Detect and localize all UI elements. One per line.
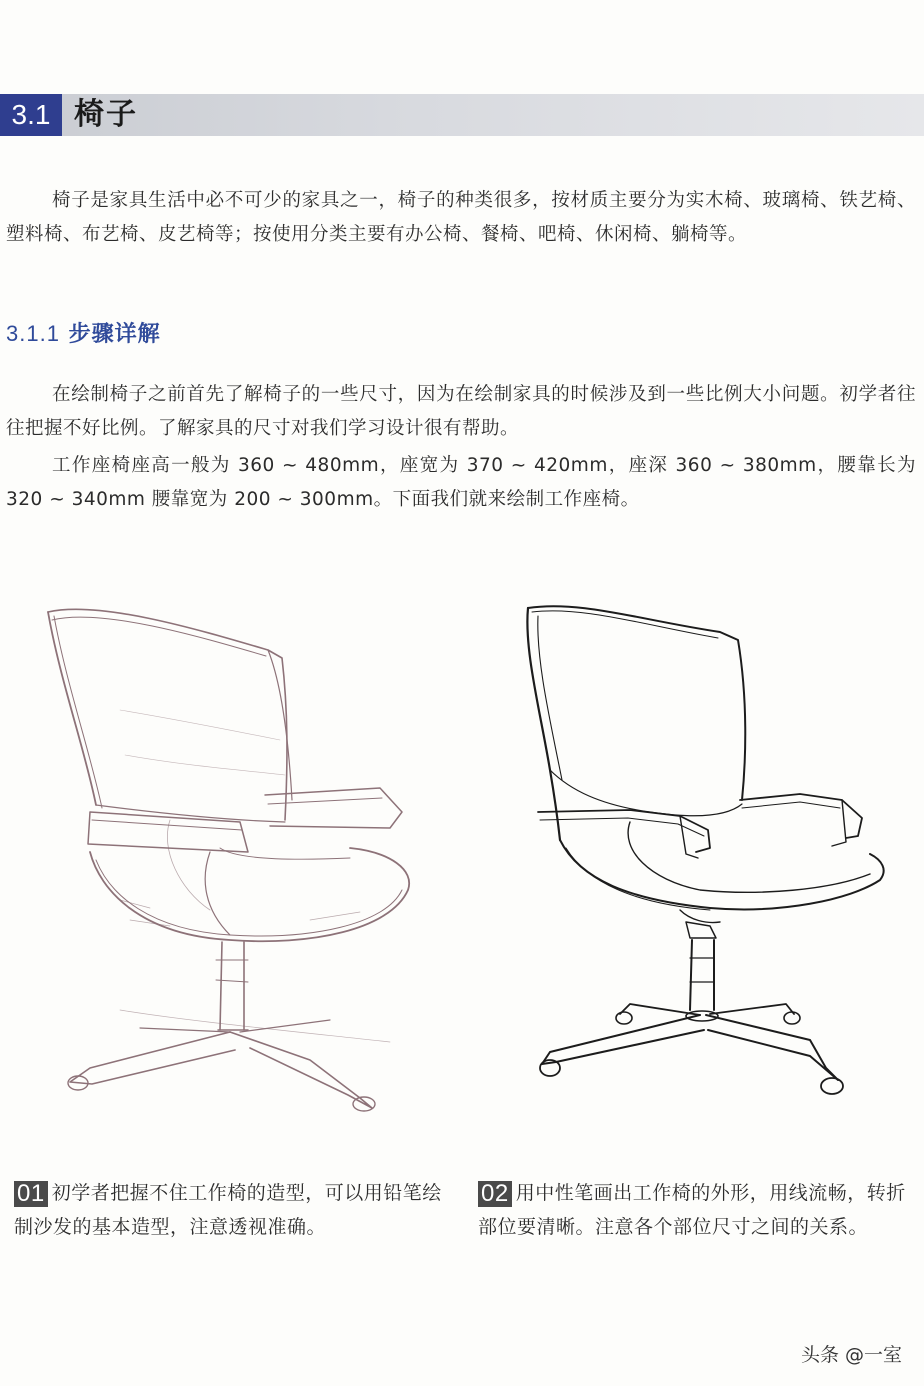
section-title: 椅子: [74, 97, 138, 132]
subsection-title: 步骤详解: [68, 322, 161, 347]
watermark: 头条 @一室: [800, 1344, 902, 1366]
step-badge-1: 01: [14, 1181, 48, 1207]
intro-paragraph: 椅子是家具生活中必不可少的家具之一，椅子的种类很多，按材质主要分为实木椅、玻璃椅、铁艺椅、塑料椅、布艺椅、皮艺椅等；按使用分类主要有办公椅、餐椅、吧椅、休闲椅、躺椅等。: [6, 190, 916, 245]
pencil-chair-sketch: [30, 590, 450, 1130]
step-text-1: 初学者把握不住工作椅的造型，可以用铅笔绘制沙发的基本造型，注意透视准确。: [14, 1182, 442, 1238]
subsection-number: 3.1.1: [6, 321, 60, 346]
step-badge-2: 02: [478, 1181, 512, 1207]
body-paragraph-2: 工作座椅座高一般为 360 ~ 480mm，座宽为 370 ~ 420mm，座深 360 ~ 380mm，腰靠长为 320 ~ 340mm 腰靠宽为 200 ~ 300mm。下面我们就来绘制工作座椅。: [6, 455, 916, 510]
section-number: 3.1: [0, 94, 62, 136]
step-caption-1: [14, 1176, 454, 1244]
subsection-heading: [6, 317, 161, 348]
ink-chair-sketch: [510, 590, 910, 1130]
step-caption-2: [478, 1176, 916, 1244]
body-paragraph-1: 在绘制椅子之前首先了解椅子的一些尺寸，因为在绘制家具的时候涉及到一些比例大小问题。初学者往往把握不好比例。了解家具的尺寸对我们学习设计很有帮助。: [6, 384, 916, 439]
step-text-2: 用中性笔画出工作椅的外形，用线流畅，转折部位要清晰。注意各个部位尺寸之间的关系。: [478, 1182, 906, 1238]
section-header: [0, 94, 924, 136]
